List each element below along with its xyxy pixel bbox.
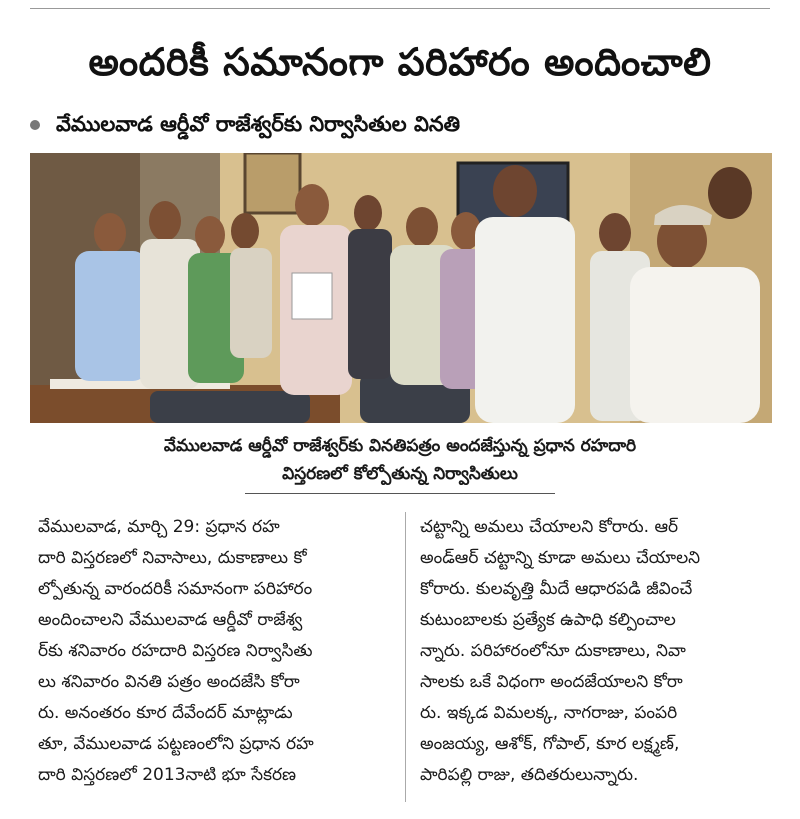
photo-caption bbox=[40, 432, 760, 488]
body-line: రు. ఇక్కడ విమలక్క, నాగరాజు, పంపరి bbox=[420, 703, 678, 723]
body-line: తూ, వేములవాడ పట్టణంలోని ప్రధాన రహ bbox=[38, 734, 314, 754]
body-line: సాలకు ఒకే విధంగా అందజేయాలని కోరా bbox=[420, 672, 683, 692]
body-line: దారి విస్తరణలో 2013నాటి భూ సేకరణ bbox=[38, 765, 297, 785]
group-photo-illustration bbox=[30, 153, 772, 423]
body-line: కోరారు. కులవృత్తి మీదే ఆధారపడి జీవించే bbox=[420, 579, 693, 599]
body-line: కుటుంబాలకు ప్రత్యేక ఉపాధి కల్పించాల bbox=[420, 610, 676, 630]
subheadline: వేములవాడ ఆర్డీవో రాజేశ్వర్‌కు నిర్వాసితుల వినతి bbox=[56, 112, 461, 136]
body-line: పారిపల్లి రాజు, తదితరులున్నారు. bbox=[420, 765, 639, 785]
body-line: ల్పోతున్న వారందరికీ సమానంగా పరిహారం bbox=[38, 579, 313, 599]
news-photo bbox=[30, 153, 772, 423]
subheadline-row bbox=[30, 112, 460, 142]
body-column-right bbox=[420, 512, 775, 791]
body-line: రు. అనంతరం కూర దేవేందర్ మాట్లాడు bbox=[38, 703, 293, 723]
body-column-left bbox=[38, 512, 393, 791]
body-line: అంజయ్య, ఆశోక్, గోపాల్, కూర లక్ష్మణ్, bbox=[420, 734, 680, 754]
body-line: అందించాలని వేములవాడ ఆర్డీవో రాజేశ్వ bbox=[38, 610, 303, 630]
body-line: దారి విస్తరణలో నివాసాలు, దుకాణాలు కో bbox=[38, 548, 307, 568]
caption-line-2: విస్తరణలో కోల్పోతున్న నిర్వాసితులు bbox=[282, 464, 518, 484]
body-line: అండ్‌ఆర్ చట్టాన్ని కూడా అమలు చేయాలని bbox=[420, 548, 701, 568]
headline: అందరికీ సమానంగా పరిహారం అందించాలి bbox=[88, 40, 712, 84]
top-rule bbox=[30, 8, 770, 9]
caption-underline bbox=[245, 493, 555, 494]
body-line: చట్టాన్ని అమలు చేయాలని కోరారు. ఆర్ bbox=[420, 517, 679, 537]
body-line: ర్‌కు శనివారం రహదారి విస్తరణ నిర్వాసితు bbox=[38, 641, 313, 661]
column-divider bbox=[405, 512, 406, 802]
bullet-icon bbox=[30, 120, 40, 130]
caption-line-1: వేములవాడ ఆర్డీవో రాజేశ్వర్‌కు వినతిపత్రం అందజేస్తున్న ప్రధాన రహదారి bbox=[163, 436, 637, 456]
body-line: న్నారు. పరిహారంలోనూ దుకాణాలు, నివా bbox=[420, 641, 686, 661]
body-line: లు శనివారం వినతి పత్రం అందజేసి కోరా bbox=[38, 672, 300, 692]
body-line: వేములవాడ, మార్చి 29: ప్రధాన రహ bbox=[38, 517, 280, 537]
